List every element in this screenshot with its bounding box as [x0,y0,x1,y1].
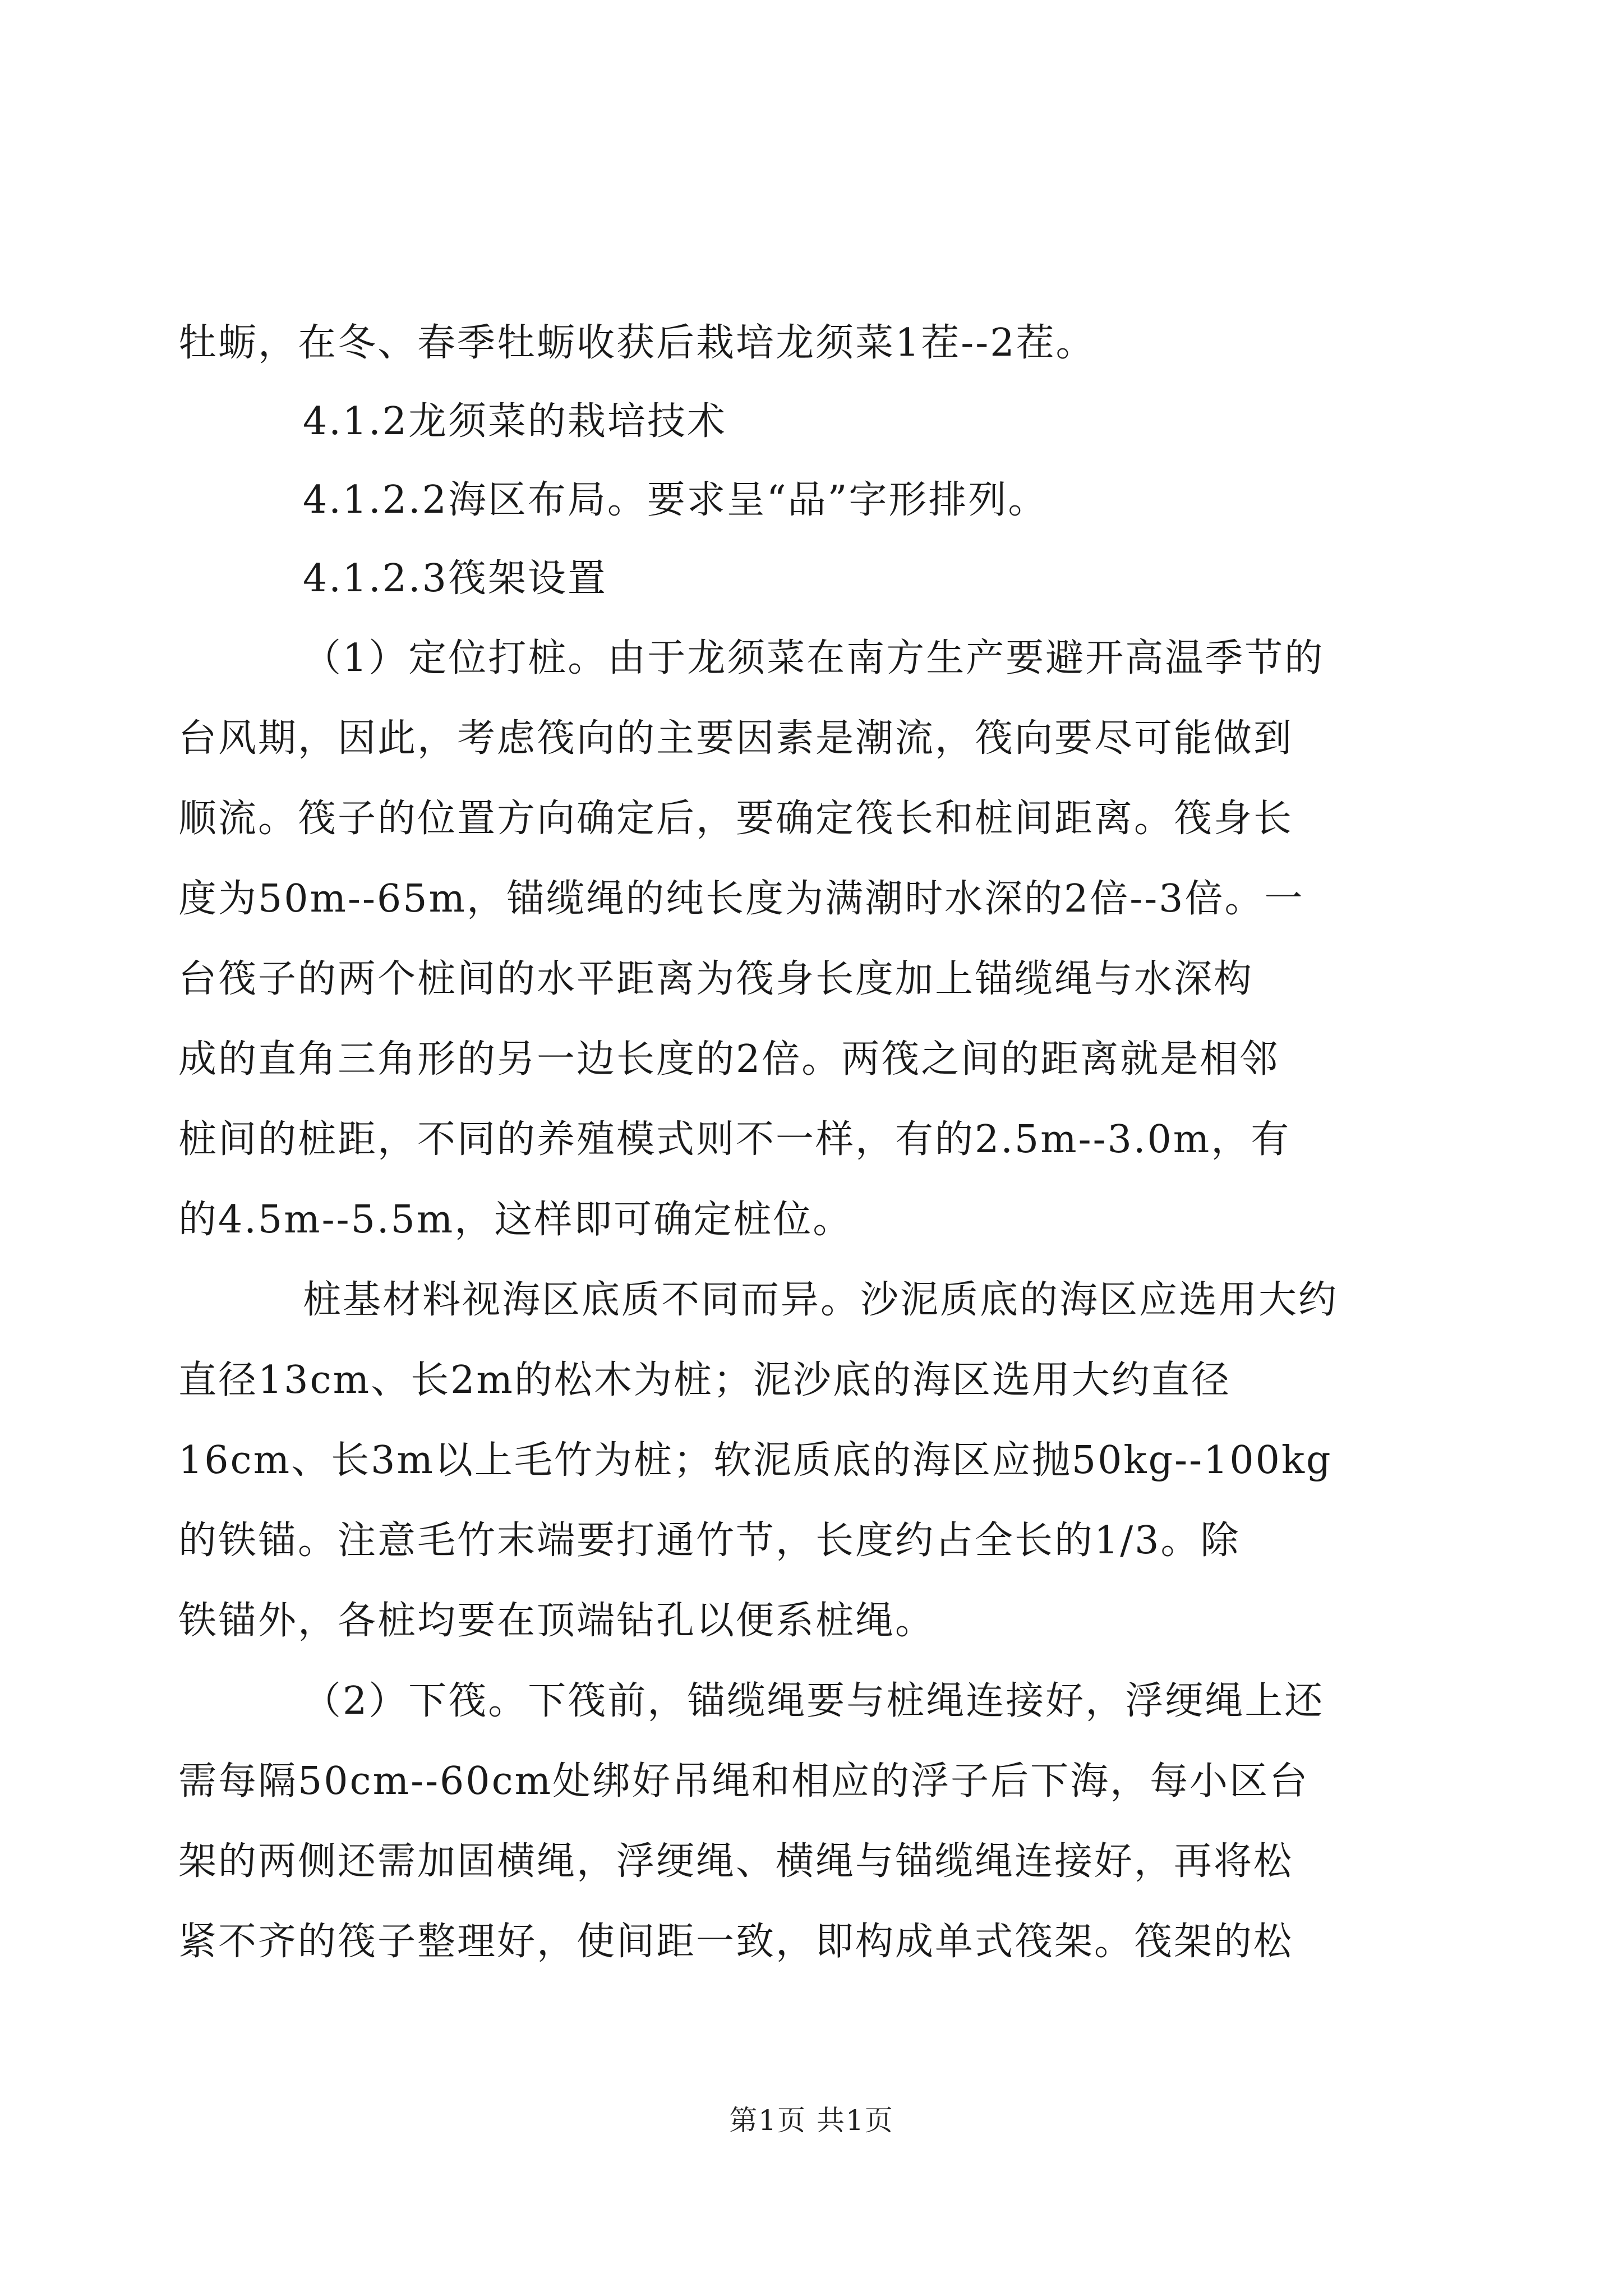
section-heading: 4.1.2龙须菜的栽培技术 [303,399,727,444]
page-footer: 第1页 共1页 [729,2104,894,2137]
text-line: 16cm、长3m以上毛竹为桩；软泥质底的海区应抛50kg--100kg [178,1438,1332,1483]
text-line: 的4.5m--5.5m，这样即可确定桩位。 [178,1198,853,1242]
text-line: 度为50m--65m，锚缆绳的纯长度为满潮时水深的2倍--3倍。一 [178,877,1304,921]
text-line: 台筏子的两个桩间的水平距离为筏身长度加上锚缆绳与水深构 [178,957,1254,1001]
section-heading: 4.1.2.2海区布局。要求呈“品”字形排列。 [303,478,1048,522]
text-line: 架的两侧还需加固横绳，浮绠绳、横绳与锚缆绳连接好，再将松 [178,1839,1294,1884]
text-line: 直径13cm、长2m的松木为桩；泥沙底的海区选用大约直径 [178,1358,1231,1402]
text-line: 的铁锚。注意毛竹末端要打通竹节，长度约占全长的1/3。除 [178,1519,1241,1563]
text-line: 牡蛎，在冬、春季牡蛎收获后栽培龙须菜1茬--2茬。 [178,321,1096,365]
text-line: （2）下筏。下筏前，锚缆绳要与桩绳连接好，浮绠绳上还 [303,1679,1325,1723]
text-line: 需每隔50cm--60cm处绑好吊绳和相应的浮子后下海，每小区台 [178,1759,1310,1803]
text-line: 桩间的桩距，不同的养殖模式则不一样，有的2.5m--3.0m，有 [178,1117,1291,1162]
text-line: 铁锚外，各桩均要在顶端钻孔以便系桩绳。 [178,1599,935,1643]
text-line: 成的直角三角形的另一边长度的2倍。两筏之间的距离就是相邻 [178,1037,1280,1082]
text-line: （1）定位打桩。由于龙须菜在南方生产要避开高温季节的 [303,636,1325,680]
text-line: 顺流。筏子的位置方向确定后，要确定筏长和桩间距离。筏身长 [178,797,1294,841]
text-line: 桩基材料视海区底质不同而异。沙泥质底的海区应选用大约 [303,1278,1339,1322]
text-line: 紧不齐的筏子整理好，使间距一致，即构成单式筏架。筏架的松 [178,1920,1294,1964]
text-line: 台风期，因此，考虑筏向的主要因素是潮流，筏向要尽可能做到 [178,716,1294,761]
section-heading: 4.1.2.3筏架设置 [303,556,607,601]
